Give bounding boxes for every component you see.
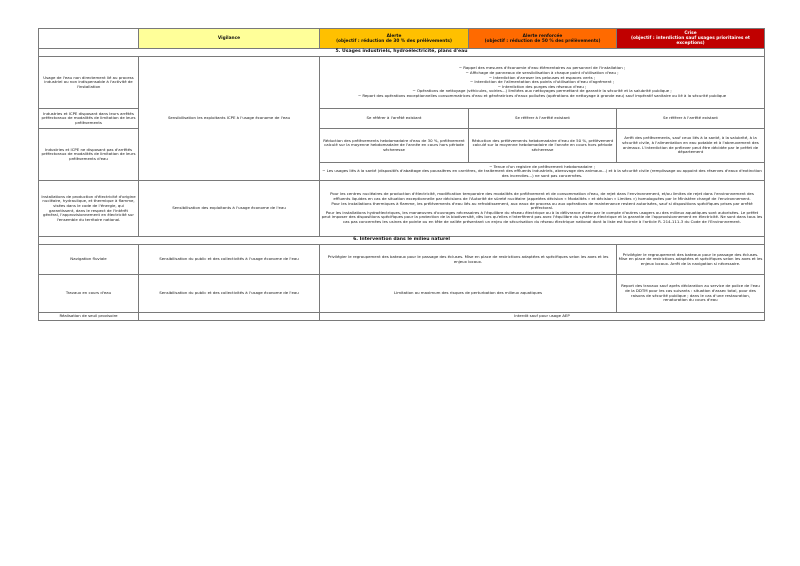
list-item: − Interdiction des purges des réseaux d'eau ; [497,83,587,89]
production-electricite-measures [320,181,765,237]
travaux-crise: Report des travaux sauf après déclaration au service de police de l'eau de la DDTM pour les cas suivants : situation d'assec total, pour des raisons de sécurité publique ; dans le cas d'une restauration, renaturation du cours d'eau [617,275,765,313]
row-label-icpe-sans-arrete: Industries et ICPE ne disposant pas d'arrêtés préfectoraux de modalités de limitation de leurs prélèvements d'eau [39,129,139,181]
header-alerte-subtitle: (objectif : réduction de 30 % des prélèvements) [336,38,452,44]
navigation-crise: Privilégier le regroupement des bateaux pour le passage des écluses. Mise en place de restrictions adaptées et spécifiques selon les axes et les enjeux locaux. Arrêt de la navigation si nécessaire. [617,245,765,275]
usage-non-lie-measures [320,57,765,109]
icpe-sans-arrete-common-measures [320,163,765,181]
list-item: Pour les centres nucléaires de production d'électricité, modification temporaire des modalités de prélèvement et de consommation d'eau, de rejet dans l'environnement, et/ou limites de rejet dans l'environnement des effluents liquides en cas de situation exceptionnelle par décisions de l'Autorité de sûreté nucléaire (appelées décision « Modalités » et décision « Limites ») homologuées par le Ministère chargé de l'environnement. [330,191,754,202]
header-renforcee-subtitle: (objectif : réduction de 50 % des prélèvements) [484,38,601,44]
row-label-icpe-avec-arrete: Industries et ICPE disposant dans leurs arrêtés préfectoraux de modalités de limitation de leurs prélèvements [39,109,139,129]
list-item: Pour les installations hydroélectriques, les manœuvres d'ouvrages nécessaires à l'équilibre du réseau électrique ou à la délivrance d'eau par le compte d'autres usagers ou des milieux aquatiques sont autorisées. Le préfet peut imposer des dispositions spécifiques pour la protection de la biodiversité, dès lors qu'elles n'interfèrent pas avec l'équilibre du système électrique et la garantie de l'approvisionnement en électricité. Ne sont dans tous les cas pas concernées les usines de pointe ou en tête de vallée présentant un enjeu de sécurisation du réseau électrique national dont la liste est fournie à l'article R. 214-111-3 du Code de l'Environnement. [321,209,763,224]
travaux-alerte-renforcee: Limitation au maximum des risques de perturbation des milieux aquatiques [320,275,617,313]
drought-measures-table [38,28,765,321]
list-item: − Affichage de panneaux de sensibilisation à chaque point d'utilisation d'eau ; [465,70,619,76]
list-item: − Tenue d'un registre de prélèvement hebdomadaire ; [489,163,595,169]
section-6-row [39,237,765,245]
list-item: − Opérations de nettoyage (véhicules, voiries...) limitées aux nettoyages permettant de garantir la sécurité et la salubrité publique ; [412,88,672,94]
header-alerte-renforcee [469,29,617,49]
navigation-vigilance: Sensibilisation du public et des collectivités à l'usage économe de l'eau [139,245,320,275]
navigation-alerte-renforcee: Privilégier le regroupement des bateaux pour le passage des écluses. Mise en place de restrictions adaptées et spécifiques selon les axes et les enjeux locaux. [320,245,617,275]
header-crise [617,29,765,49]
section-5-title: 5. Usages industriels, hydroélectricité, plans d'eau [39,49,765,57]
sensibilisation-icpe-cell: Sensibilisation les exploitants ICPE à l'usage économe de l'eau [139,57,320,181]
list-item: − Interdiction de l'alimentation des points d'utilisation d'eau d'agrément ; [469,79,615,85]
row-label-travaux-cours-eau: Travaux en cours d'eau [39,275,139,313]
row-label-seuil-provisoire: Réalisation de seuil provisoire [39,313,139,321]
table-row [39,57,765,109]
header-vigilance [139,29,320,49]
header-alerte [320,29,469,49]
table-row [39,181,765,237]
list-item: − Report des opérations exceptionnelles consommatrices d'eau et génératrices d'eaux polluées (opérations de nettoyage à grande eau) sauf impératif sanitaire ou lié à la sécurité publique [357,92,727,98]
table-row [39,313,765,321]
header-blank-cell [39,29,139,49]
seuil-provisoire-measure: Interdit sauf pour usage AEP [320,313,765,321]
header-crise-title: Crise [684,31,697,36]
sensibilisation-exploitants-cell: Sensibilisation des exploitants à l'usage économe de l'eau [139,181,320,237]
header-renforcee-title: Alerte renforcée [522,33,563,39]
header-alerte-title: Alerte [386,33,402,39]
icpe-avec-arrete-alerte: Se référer à l'arrêté existant [320,109,469,129]
header-crise-subtitle: (objectif : interdiction sauf usages prioritaires et exceptions) [631,36,750,46]
list-item: − Les usages liés à la santé (dispositifs d'abattage des poussières en carrières, de traitement des effluents industriels, abreuvage des animaux...) et à la sécurité civile (remplissage ou appoint des réserves d'eaux d'extinction des incendies...) ne sont pas concernées. [322,168,762,178]
table-row [39,245,765,275]
row-label-usage-non-lie: Usage de l'eau non directement lié au process industriel ou non indispensable à l'activité de l'installation [39,57,139,109]
icpe-sans-arrete-alerte: Réduction des prélèvements hebdomadaire d'eau de 30 %, prélèvement calculé sur la moyenne hebdomadaire de l'année en cours hors période sécheresse [320,129,469,163]
header-row [39,29,765,49]
icpe-sans-arrete-crise: Arrêt des prélèvements, sauf ceux liés à la santé, à la salubrité, à la sécurité civile, à l'alimentation en eau potable et à l'abreuvement des animaux. L'interdiction de prélever peut être décidée par le préfet de département [617,129,765,163]
list-item: − Interdiction d'arroser les pelouses et espaces verts ; [488,74,596,80]
travaux-vigilance: Sensibilisation du public et des collectivités à l'usage économe de l'eau [139,275,320,313]
row-label-navigation-fluviale: Navigation fluviale [39,245,139,275]
list-item: − Rappel des mesures d'économie d'eau élémentaires au personnel de l'installation ; [458,65,626,71]
section-5-row [39,49,765,57]
icpe-sans-arrete-renforcee: Réduction des prélèvements hebdomadaire d'eau de 50 %, prélèvement calculé sur la moyenne hebdomadaire de l'année en cours hors période sécheresse [469,129,617,163]
header-vigilance-label: Vigilance [217,36,241,41]
row-label-production-electricite: Installations de production d'électricité d'origine nucléaire, hydraulique, et thermique à flamme, visées dans le code de l'énergie, qui garantissent, dans le respect de l'intérêt général, l'approvisionnement en électricité sur l'ensemble du territoire national. [39,181,139,237]
seuil-provisoire-vigilance-empty [139,313,320,321]
section-6-title: 6. Intervention dans le milieu naturel [39,237,765,245]
list-item: Pour les installations thermiques à flamme, les prélèvements d'eau liés au refroidissement, aux eaux de process ou aux opérations de maintenance restent autorisées, sauf si dispositions spécifiques prises par arrêté préfectoral. [331,200,753,211]
table-row [39,275,765,313]
icpe-avec-arrete-renforcee: Se référer à l'arrêté existant [469,109,617,129]
icpe-avec-arrete-crise: Se référer à l'arrêté existant [617,109,765,129]
